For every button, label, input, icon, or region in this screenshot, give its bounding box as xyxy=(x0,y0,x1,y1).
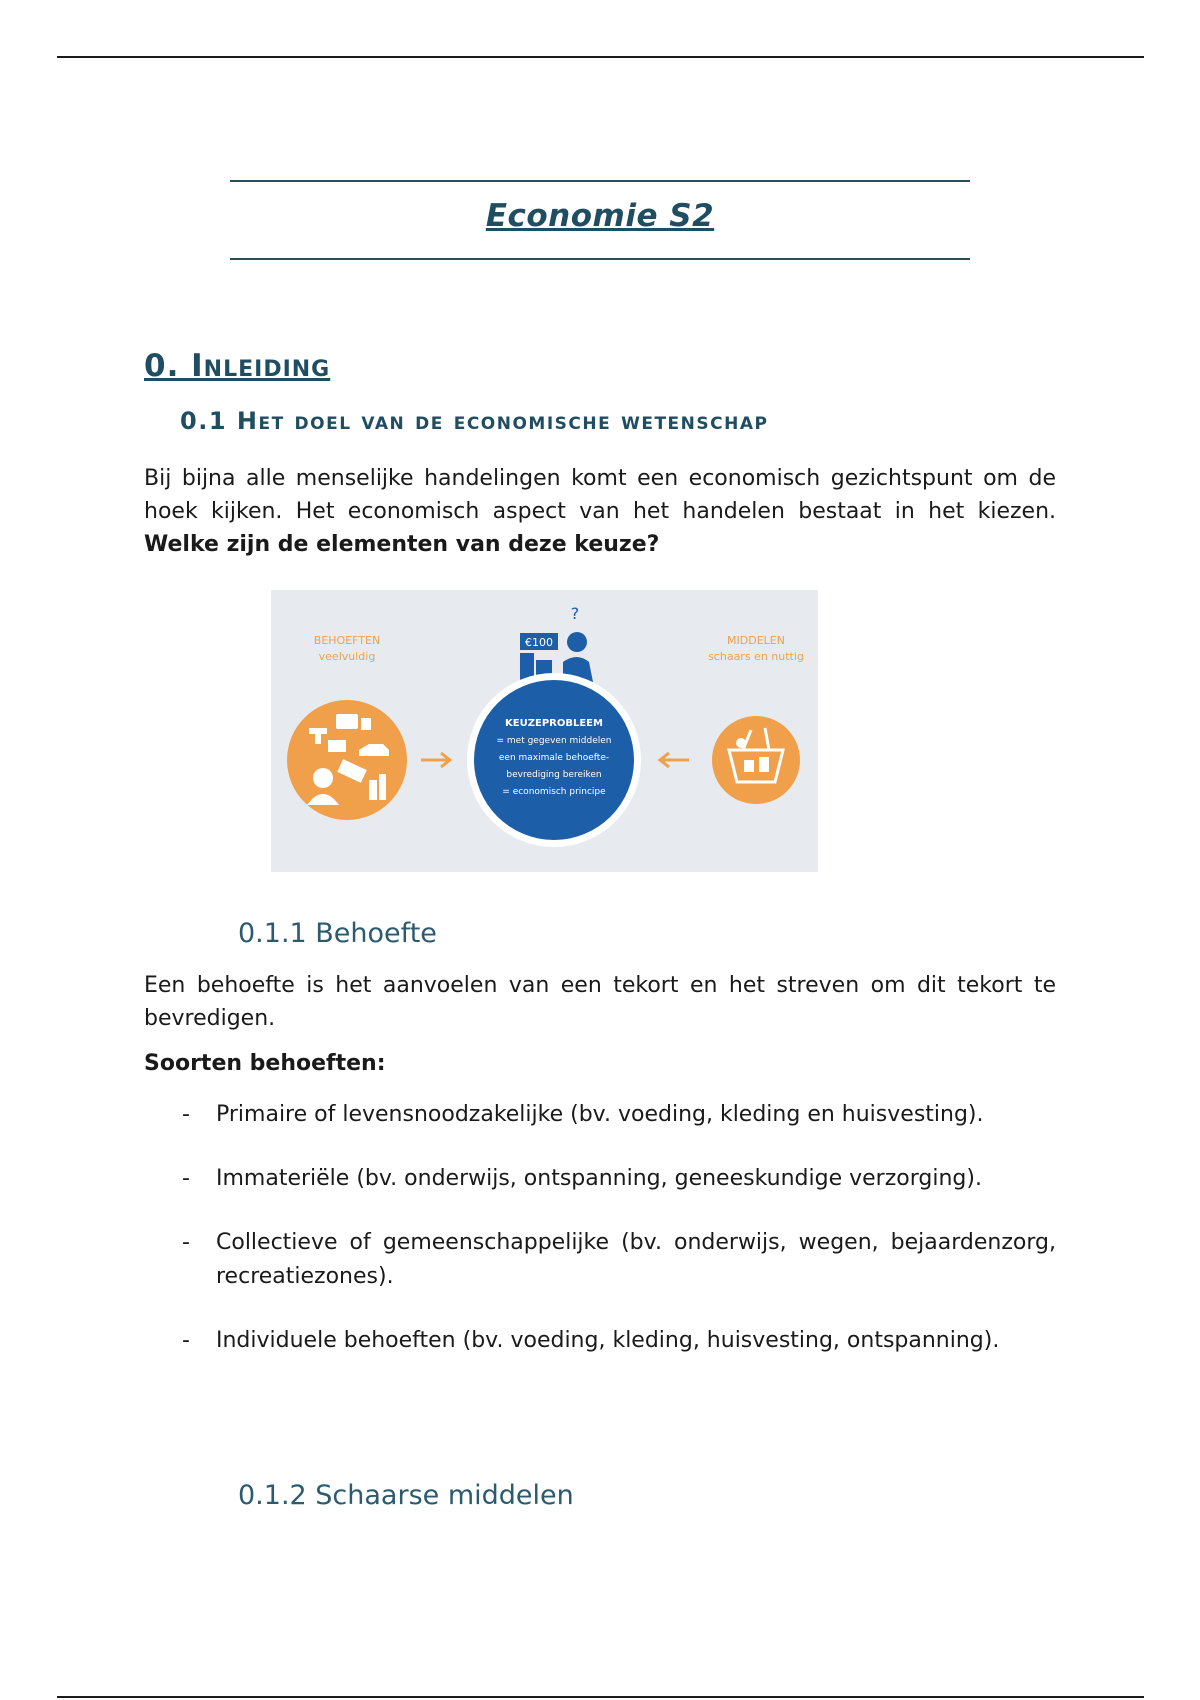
definition-paragraph: Een behoefte is het aanvoelen van een tekort en het streven om dit tekort te bevredigen. xyxy=(144,973,1056,1031)
intro-text: Bij bijna alle menselijke handelingen komt een economisch gezichtspunt om de hoek kijken. Het economisch aspect van het handelen bestaat in het kiezen. xyxy=(144,466,1056,524)
list-item xyxy=(144,1162,1056,1196)
subsection-behoefte-heading: 0.1.1 Behoefte xyxy=(238,918,437,949)
fig-money-tag: €100 xyxy=(525,636,553,649)
fig-center-line-5: = economisch principe xyxy=(502,787,606,797)
chapter-heading: 0. Inleiding xyxy=(144,348,331,384)
figure-graphic xyxy=(271,590,818,872)
list-marker: - xyxy=(182,1230,190,1255)
list-item xyxy=(144,1226,1056,1294)
list-item-text: Individuele behoeften (bv. voeding, kleding, huisvesting, ontspanning). xyxy=(216,1328,1000,1353)
fig-center-line-4: bevrediging bereiken xyxy=(506,770,602,780)
fig-right-label: MIDDELEN xyxy=(727,634,785,647)
needs-list xyxy=(144,1098,1056,1388)
resources-circle xyxy=(712,716,800,804)
list-marker: - xyxy=(182,1102,190,1127)
list-item xyxy=(144,1324,1056,1358)
fig-right-sub: schaars en nuttig xyxy=(708,650,804,663)
intro-paragraph xyxy=(144,462,1056,561)
title-bottom-rule xyxy=(230,258,970,260)
list-item xyxy=(144,1098,1056,1132)
title-top-rule xyxy=(230,180,970,182)
fig-left-label: BEHOEFTEN xyxy=(313,634,381,647)
list-item-text: Primaire of levensnoodzakelijke (bv. voeding, kleding en huisvesting). xyxy=(216,1102,984,1127)
fig-center-line-3: een maximale behoefte- xyxy=(498,753,610,763)
keuzeprobleem-figure xyxy=(271,590,818,872)
list-marker: - xyxy=(182,1328,190,1353)
fig-center-line-1: KEUZEPROBLEEM xyxy=(505,718,603,729)
fig-left-sub: veelvuldig xyxy=(318,650,376,663)
list-item-text: Collectieve of gemeenschappelijke (bv. onderwijs, wegen, bejaardenzorg, recreatiezones). xyxy=(216,1230,1056,1289)
section-heading: 0.1 Het doel van de economische wetenschap xyxy=(180,407,769,435)
fig-center-line-2: = met gegeven middelen xyxy=(496,736,612,746)
fig-question-mark: ? xyxy=(570,604,580,623)
list-marker: - xyxy=(182,1166,190,1191)
page-top-rule xyxy=(57,56,1144,58)
page-bottom-rule xyxy=(57,1696,1144,1698)
arrow-right-icon xyxy=(421,753,450,767)
subsection-schaarse-middelen-heading: 0.1.2 Schaarse middelen xyxy=(238,1480,574,1511)
arrow-left-icon xyxy=(660,753,689,767)
intro-question: Welke zijn de elementen van deze keuze? xyxy=(144,532,660,557)
document-title: Economie S2 xyxy=(485,198,715,234)
list-item-text: Immateriële (bv. onderwijs, ontspanning, geneeskundige verzorging). xyxy=(216,1166,982,1191)
types-label: Soorten behoeften: xyxy=(144,1051,386,1076)
